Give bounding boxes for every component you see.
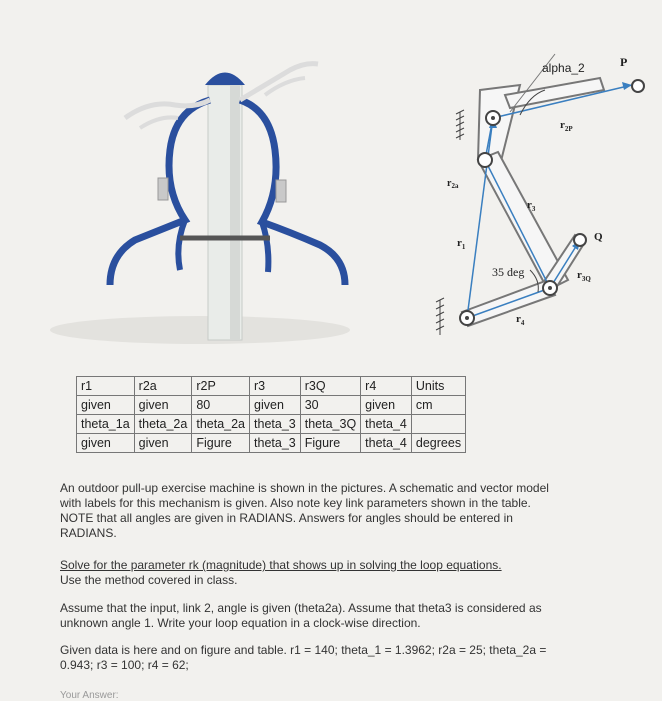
task-method: Use the method covered in class. <box>60 573 238 587</box>
table-row <box>77 396 466 415</box>
table-cell: theta_1a <box>77 415 135 434</box>
svg-text:r3Q <box>577 269 591 283</box>
table-cell: r3Q <box>300 377 360 396</box>
table-cell: r3 <box>250 377 301 396</box>
table-cell: theta_2a <box>192 415 250 434</box>
point-q-label: Q <box>594 231 603 243</box>
r1-subscript: 1 <box>461 243 466 251</box>
table-cell: r2a <box>134 377 192 396</box>
table-cell: r1 <box>77 377 135 396</box>
r3-label: r <box>527 199 532 211</box>
given-data-text: Given data is here and on figure and table. r1 = 140; theta_1 = 1.3962; r2a = 25; theta_2a = 0.943; r3 = 100; r4 = 62; <box>60 643 547 672</box>
r3q-label: r <box>577 269 582 281</box>
r2a-subscript: 2a <box>451 182 459 190</box>
task-instruction <box>60 558 560 588</box>
table-row <box>77 377 466 396</box>
table-row <box>77 434 466 453</box>
r1-label: r <box>457 237 462 249</box>
angle-35-label: 35 deg <box>492 265 525 279</box>
table-cell: r4 <box>361 377 412 396</box>
table-cell: degrees <box>411 434 465 453</box>
table-cell: given <box>134 396 192 415</box>
alpha-2-label: alpha_2 <box>542 61 585 75</box>
table-cell: theta_4 <box>361 434 412 453</box>
table-cell: 30 <box>300 396 360 415</box>
r4-subscript: 4 <box>520 319 525 327</box>
task-underlined: Solve for the parameter rk (magnitude) that shows up in solving the loop equations. <box>60 558 502 572</box>
table-cell: theta_3 <box>250 434 301 453</box>
table-cell: cm <box>411 396 465 415</box>
table-cell: given <box>77 434 135 453</box>
r4-label: r <box>516 313 521 325</box>
table-cell: given <box>134 434 192 453</box>
table-cell: Figure <box>192 434 250 453</box>
table-cell: theta_2a <box>134 415 192 434</box>
r2p-subscript: 2P <box>564 125 573 133</box>
table-cell <box>411 415 465 434</box>
table-row <box>77 415 466 434</box>
table-cell: 80 <box>192 396 250 415</box>
svg-text:r1 <box>457 237 466 251</box>
table-cell: given <box>361 396 412 415</box>
answer-label: Your Answer: <box>60 690 119 701</box>
svg-text:r4 <box>516 313 525 327</box>
table-cell: theta_4 <box>361 415 412 434</box>
assumption-text: Assume that the input, link 2, angle is given (theta2a). Assume that theta3 is considered as unknown angle 1. Write your loop equation in a clock-wise direction. <box>60 601 542 630</box>
mechanism-schematic <box>436 54 644 335</box>
table-cell: r2P <box>192 377 250 396</box>
problem-description: An outdoor pull-up exercise machine is shown in the pictures. A schematic and vector model with labels for this mechanism is given. Also note key link parameters shown in the table. NOTE that all angles are given in RADIANS. Answers for angles should be entered in RADIANS. <box>60 481 549 540</box>
table-cell: Figure <box>300 434 360 453</box>
table-cell: given <box>250 396 301 415</box>
parameter-table <box>76 376 466 453</box>
r2a-label: r <box>447 178 452 189</box>
r2p-label: r <box>560 119 565 131</box>
r3q-subscript: 3Q <box>581 275 591 283</box>
svg-text:r2a <box>447 178 459 190</box>
exercise-machine-photo <box>50 64 350 344</box>
table-cell: Units <box>411 377 465 396</box>
point-p-label: P <box>620 55 628 69</box>
r3-subscript: 3 <box>531 205 536 213</box>
svg-text:r3 <box>527 199 536 213</box>
table-cell: theta_3Q <box>300 415 360 434</box>
table-cell: theta_3 <box>250 415 301 434</box>
svg-text:r2P <box>560 119 573 133</box>
table-cell: given <box>77 396 135 415</box>
